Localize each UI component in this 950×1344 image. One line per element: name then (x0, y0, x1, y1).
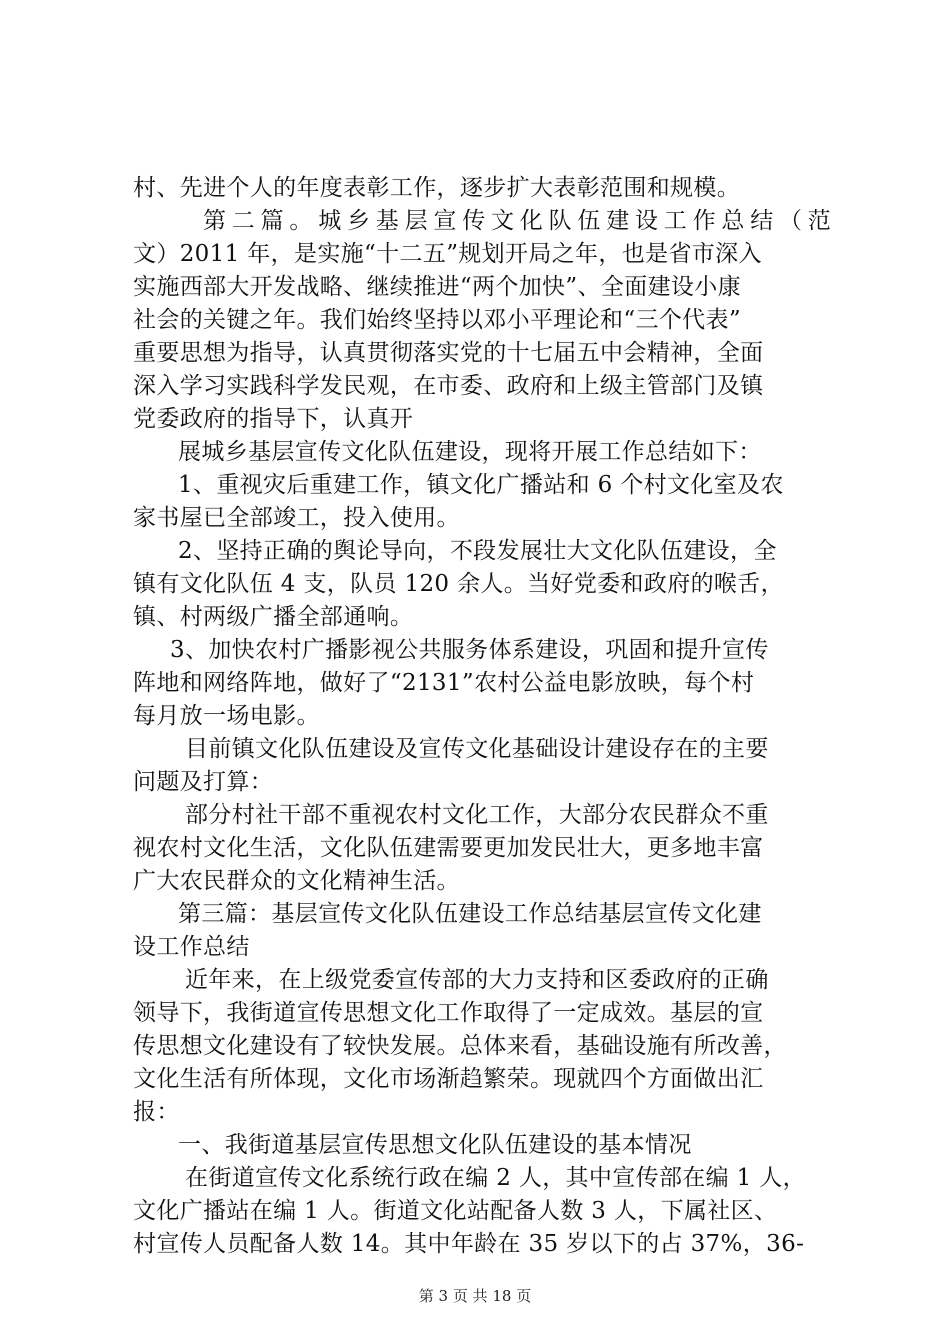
text-line: 领导下，我街道宣传思想文化工作取得了一定成效。基层的宣 (133, 1000, 764, 1026)
text-line: 村、先进个人的年度表彰工作，逐步扩大表彰范围和规模。 (133, 175, 741, 201)
text-line: 传思想文化建设有了较快发展。总体来看，基础设施有所改善， (133, 1033, 787, 1059)
text-line: 镇、村两级广播全部通响。 (133, 604, 414, 630)
text-line: 广大农民群众的文化精神生活。 (133, 868, 460, 894)
text-line: 文）2011 年，是实施“十二五”规划开局之年，也是省市深入 (133, 241, 762, 267)
text-line: 目前镇文化队伍建设及宣传文化基础设计建设存在的主要 (185, 736, 769, 762)
text-line: 重要思想为指导，认真贯彻落实党的十七届五中会精神，全面 (133, 340, 764, 366)
text-line: 文化广播站在编 1 人。街道文化站配备人数 3 人，下属社区、 (133, 1198, 778, 1224)
text-line: 党委政府的指导下，认真开 (133, 406, 414, 432)
text-line: 文化生活有所体现，文化市场渐趋繁荣。现就四个方面做出汇 (133, 1066, 764, 1092)
text-line: 3、加快农村广播影视公共服务体系建设，巩固和提升宣传 (170, 637, 769, 663)
text-line: 社会的关键之年。我们始终坚持以邓小平理论和“三个代表” (133, 307, 741, 333)
text-line: 实施西部大开发战略、继续推进“两个加快”、全面建设小康 (133, 274, 741, 300)
text-line: 设工作总结 (133, 934, 250, 960)
text-line: 每月放一场电影。 (133, 703, 320, 729)
text-line: 第二篇。城乡基层宣传文化队伍建设工作总结（范 (203, 208, 837, 234)
text-line: 报： (133, 1099, 180, 1125)
text-line: 在街道宣传文化系统行政在编 2 人，其中宣传部在编 1 人， (185, 1165, 807, 1191)
text-line: 视农村文化生活，文化队伍建需要更加发民壮大，更多地丰富 (133, 835, 764, 861)
text-line: 问题及打算： (133, 769, 274, 795)
text-line: 近年来，在上级党委宣传部的大力支持和区委政府的正确 (185, 967, 769, 993)
text-line: 深入学习实践科学发民观，在市委、政府和上级主管部门及镇 (133, 373, 764, 399)
text-line: 1、重视灾后重建工作，镇文化广播站和 6 个村文化室及农 (178, 472, 784, 498)
text-line: 村宣传人员配备人数 14。其中年龄在 35 岁以下的占 37%，36- (133, 1231, 805, 1257)
text-line: 一、我街道基层宣传思想文化队伍建设的基本情况 (178, 1132, 692, 1158)
text-line: 阵地和网络阵地，做好了“2131”农村公益电影放映，每个村 (133, 670, 755, 696)
text-line: 镇有文化队伍 4 支，队员 120 余人。当好党委和政府的喉舌， (133, 571, 784, 597)
text-line: 第三篇：基层宣传文化队伍建设工作总结基层宣传文化建 (178, 901, 762, 927)
text-line: 2、坚持正确的舆论导向，不段发展壮大文化队伍建设，全 (178, 538, 777, 564)
text-line: 部分村社干部不重视农村文化工作，大部分农民群众不重 (185, 802, 769, 828)
text-line: 展城乡基层宣传文化队伍建设，现将开展工作总结如下： (178, 439, 762, 465)
page-footer: 第 3 页 共 18 页 (418, 1287, 532, 1305)
text-line: 家书屋已全部竣工，投入使用。 (133, 505, 460, 531)
